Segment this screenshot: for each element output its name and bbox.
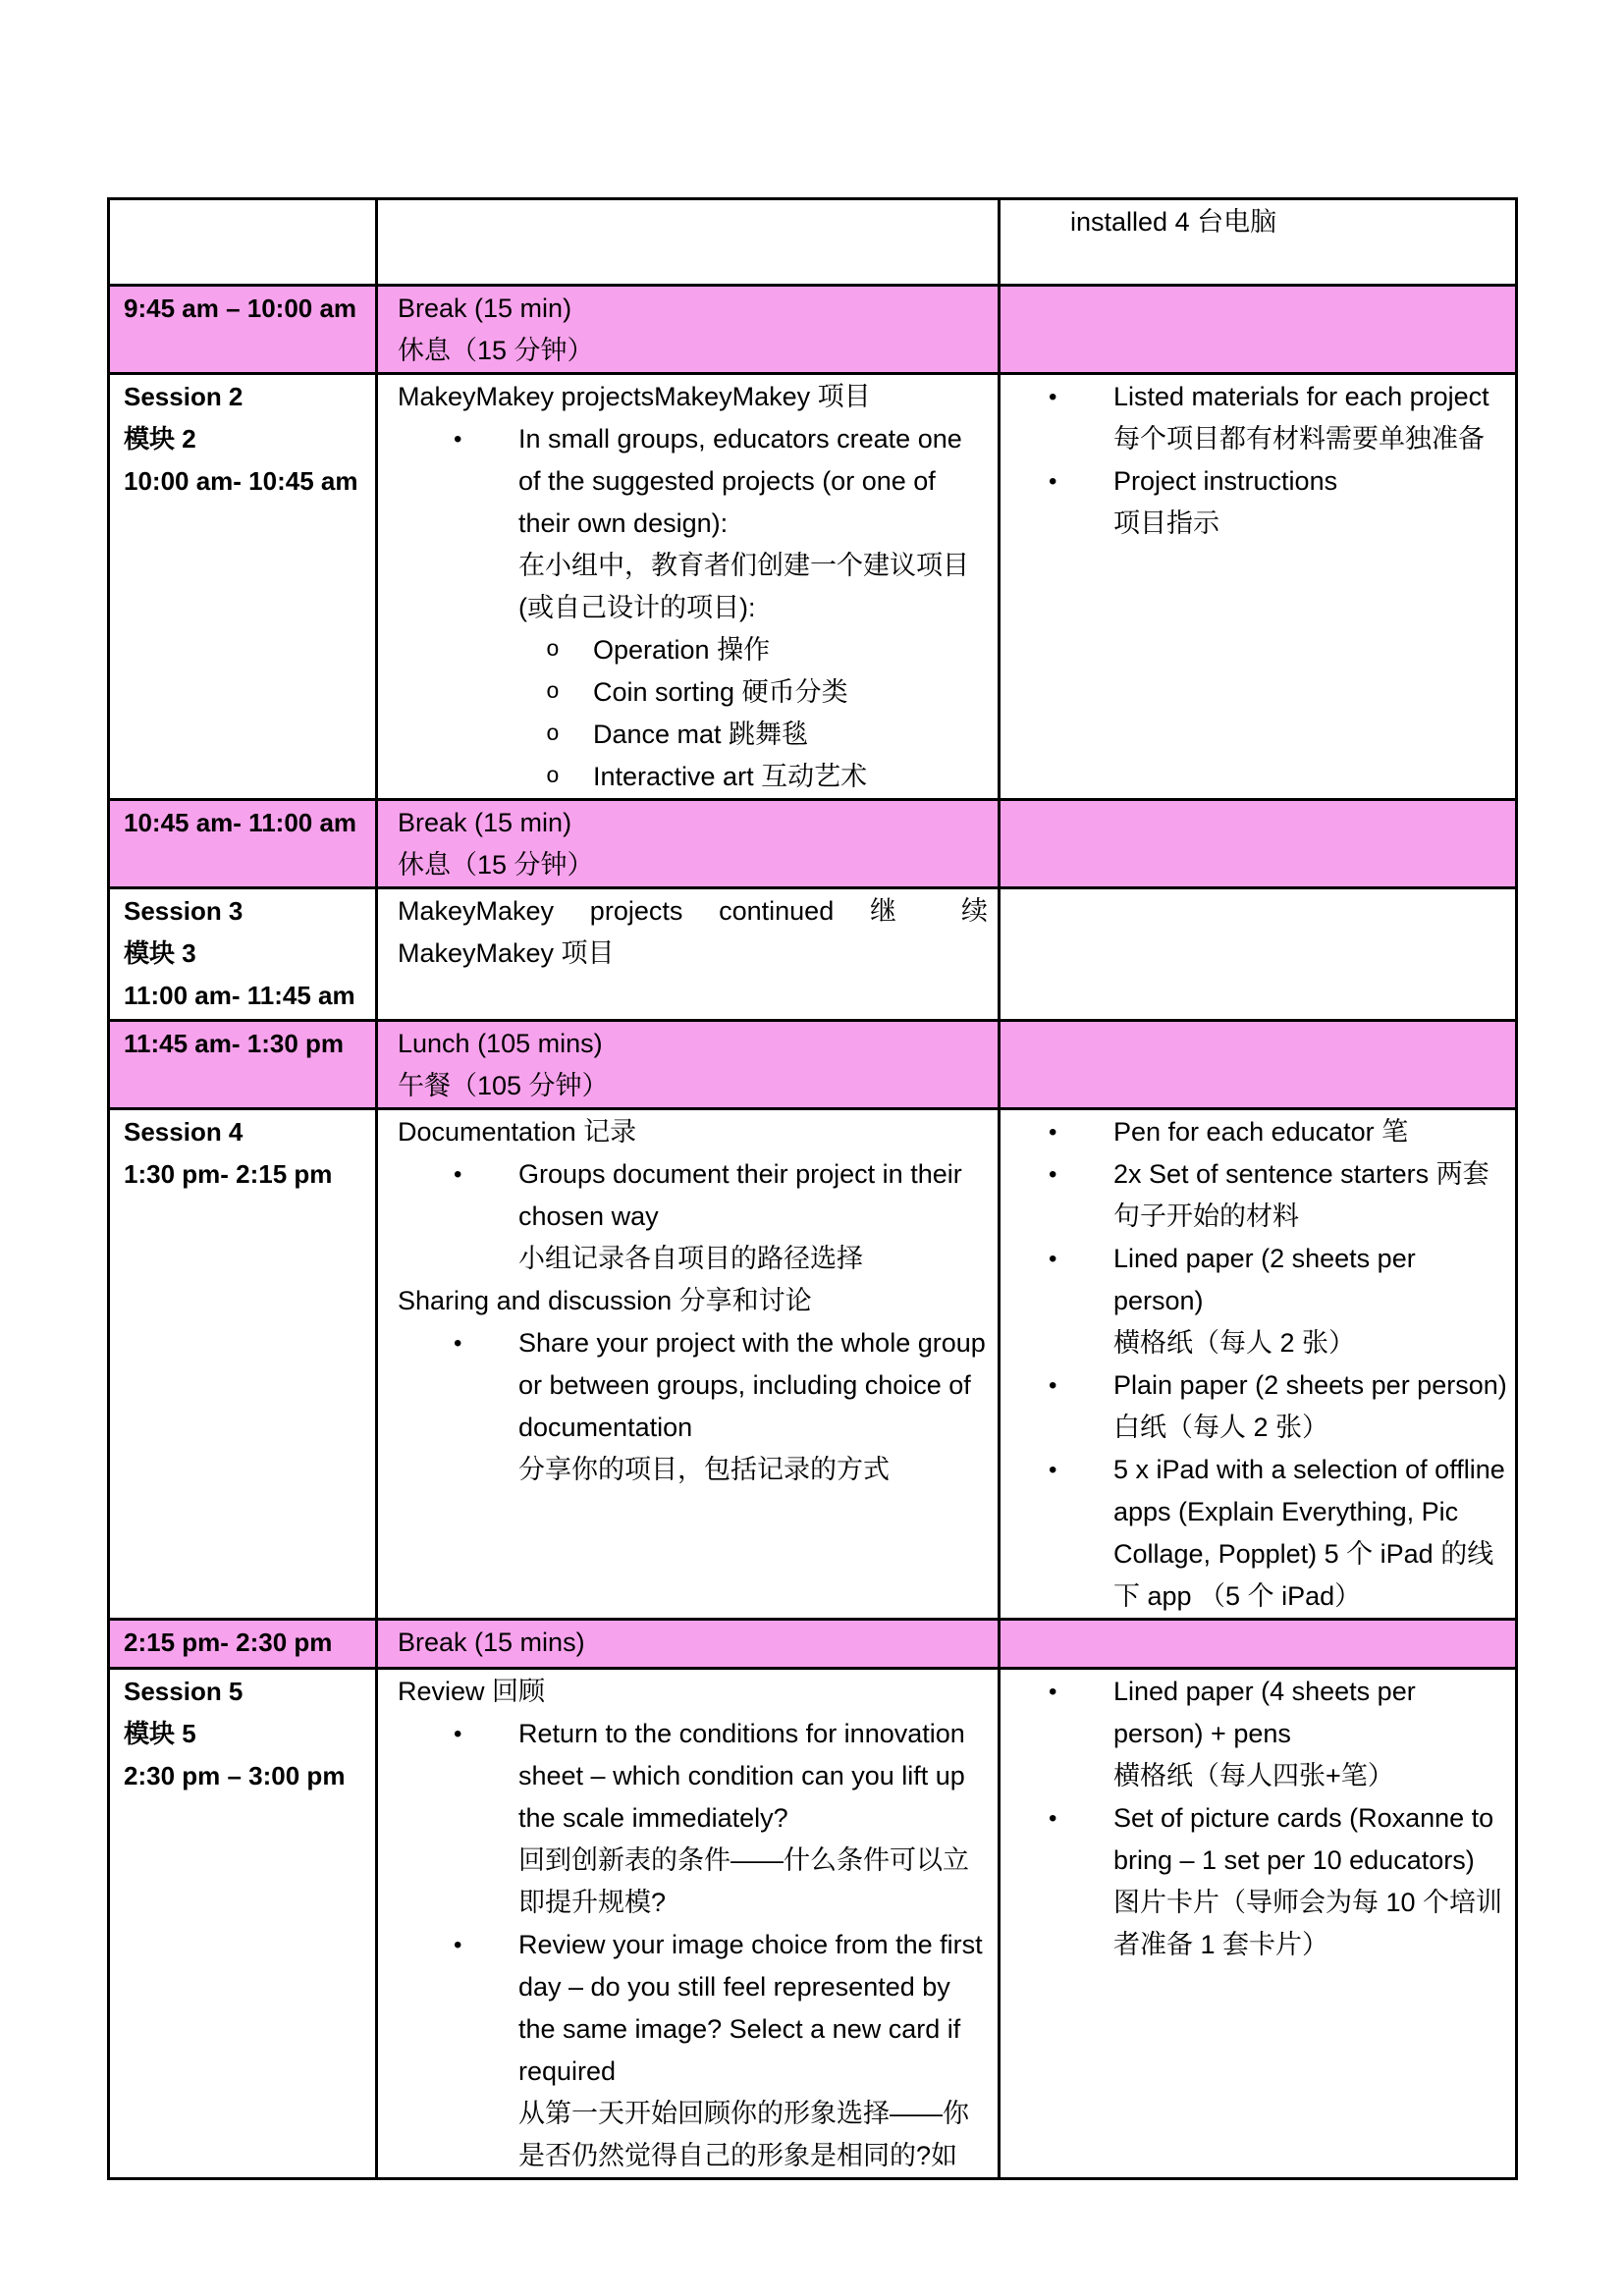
table-row-session-2 xyxy=(109,374,1517,800)
bullet-icon: • xyxy=(1049,1161,1057,1188)
materials-cell-empty xyxy=(1000,1021,1517,1109)
time-range: 1:30 pm- 2:15 pm xyxy=(124,1159,333,1189)
time-range: 2:30 pm – 3:00 pm xyxy=(124,1761,346,1790)
list-item xyxy=(398,418,990,629)
session-label: Session 5 xyxy=(124,1677,244,1706)
list-item-text: Plain paper (2 sheets per person) 白纸（每人 2 张） xyxy=(1113,1370,1507,1442)
bullet-icon: • xyxy=(454,1932,462,1958)
materials-cell-empty xyxy=(1000,1620,1517,1669)
list-item-text: Return to the conditions for innovation sheet – which condition can you lift up the scale immediately? 回到创新表的条件——什么条件可以立即提升规模? xyxy=(518,1719,969,1917)
time-range: 9:45 am – 10:00 am xyxy=(124,294,357,323)
list-item xyxy=(398,1924,990,2177)
list-item xyxy=(398,1153,990,1280)
list-item xyxy=(398,671,990,714)
list-item-text: Set of picture cards (Roxanne to bring – 1 set per 10 educators) 图片卡片（导师会为每 10 个培训者准备 1 套卡片） xyxy=(1113,1803,1503,1959)
materials-cell xyxy=(1000,1109,1517,1620)
materials-cell xyxy=(1000,1669,1517,2179)
time-cell xyxy=(109,1669,377,2179)
materials-cell-continued xyxy=(1000,199,1517,286)
bullet-icon: • xyxy=(1049,1246,1057,1272)
materials-cell xyxy=(1000,374,1517,800)
list-item-text: Lined paper (2 sheets per person) 横格纸（每人 2 张） xyxy=(1113,1244,1416,1358)
bullet-icon: • xyxy=(1049,1457,1057,1483)
list-item-text: Review your image choice from the first day – do you still feel represented by the same image? Select a new card if required 从第一天开始回顾你的形象选择——你是否仍然觉得自己的形象是相同的?如 xyxy=(518,1930,983,2170)
activity-title: Sharing and discussion 分享和讨论 xyxy=(398,1286,812,1315)
bullet-icon: • xyxy=(454,426,462,453)
table-row-break-3 xyxy=(109,1620,1517,1669)
break-description-cell xyxy=(377,1620,1000,1669)
time-cell-empty xyxy=(109,199,377,286)
lunch-label-zh: 午餐（105 分钟） xyxy=(398,1071,609,1100)
list-item xyxy=(398,1713,990,1924)
table-row-break-1 xyxy=(109,286,1517,374)
description-cell xyxy=(377,888,1000,1021)
table-row-lunch xyxy=(109,1021,1517,1109)
break-label: Break (15 min) xyxy=(398,808,572,837)
circle-bullet-icon: o xyxy=(546,637,560,663)
materials-cell-empty xyxy=(1000,800,1517,888)
session-label: Session 2 xyxy=(124,382,244,411)
bullet-icon: • xyxy=(454,1721,462,1747)
list-item xyxy=(398,629,990,671)
materials-cell-empty xyxy=(1000,888,1517,1021)
schedule-table xyxy=(107,197,1518,2180)
list-item xyxy=(1001,460,1507,545)
list-item xyxy=(1001,1797,1507,1966)
list-item-text: Listed materials for each project 每个项目都有材料需要单独准备 xyxy=(1113,382,1489,454)
activity-title: MakeyMakey projects continued 继 续 xyxy=(398,896,988,926)
list-item-text: 2x Set of sentence starters 两套句子开始的材料 xyxy=(1113,1159,1489,1231)
bullet-icon: • xyxy=(1049,1119,1057,1146)
time-cell xyxy=(109,1021,377,1109)
break-label: Break (15 min) xyxy=(398,294,572,323)
list-item xyxy=(398,1322,990,1491)
table-row-continued xyxy=(109,199,1517,286)
description-cell xyxy=(377,374,1000,800)
table-row-break-2 xyxy=(109,800,1517,888)
time-cell xyxy=(109,888,377,1021)
session-label-zh: 模块 5 xyxy=(124,1719,196,1748)
list-item-text: Pen for each educator 笔 xyxy=(1113,1117,1409,1147)
list-item-text: Lined paper (4 sheets per person) + pens 横格纸（每人四张+笔） xyxy=(1113,1677,1416,1790)
break-description-cell xyxy=(377,286,1000,374)
list-item-text: Groups document their project in their chosen way 小组记录各自项目的路径选择 xyxy=(518,1159,962,1273)
description-cell xyxy=(377,1109,1000,1620)
table-row-session-3 xyxy=(109,888,1517,1021)
list-item xyxy=(1001,376,1507,460)
description-cell-empty xyxy=(377,199,1000,286)
time-cell xyxy=(109,286,377,374)
list-item xyxy=(1001,1153,1507,1238)
list-item-text: Coin sorting 硬币分类 xyxy=(593,677,848,707)
list-item-text: Share your project with the whole group or between groups, including choice of documentation 分享你的项目，包括记录的方式 xyxy=(518,1328,986,1484)
session-label: Session 4 xyxy=(124,1117,244,1147)
description-cell xyxy=(377,1669,1000,2179)
list-item xyxy=(1001,1238,1507,1364)
lunch-label: Lunch (105 mins) xyxy=(398,1029,603,1058)
break-description-cell xyxy=(377,1021,1000,1109)
bullet-icon: • xyxy=(1049,384,1057,410)
time-cell xyxy=(109,1109,377,1620)
time-cell xyxy=(109,1620,377,1669)
circle-bullet-icon: o xyxy=(546,764,560,789)
list-item-text: Project instructions 项目指示 xyxy=(1113,466,1338,538)
materials-cell-empty xyxy=(1000,286,1517,374)
bullet-icon: • xyxy=(1049,468,1057,495)
bullet-icon: • xyxy=(1049,1679,1057,1705)
break-label-zh: 休息（15 分钟） xyxy=(398,336,594,365)
circle-bullet-icon: o xyxy=(546,679,560,705)
table-row-session-4 xyxy=(109,1109,1517,1620)
list-item xyxy=(1001,1671,1507,1797)
table-row-session-5 xyxy=(109,1669,1517,2179)
session-label-zh: 模块 3 xyxy=(124,938,196,968)
time-cell xyxy=(109,374,377,800)
time-range: 10:00 am- 10:45 am xyxy=(124,466,358,496)
list-item xyxy=(1001,1364,1507,1449)
break-label-zh: 休息（15 分钟） xyxy=(398,850,594,880)
bullet-icon: • xyxy=(454,1161,462,1188)
bullet-icon: • xyxy=(454,1330,462,1357)
activity-title-zh: MakeyMakey 项目 xyxy=(398,938,615,968)
bullet-icon: • xyxy=(1049,1805,1057,1832)
break-description-cell xyxy=(377,800,1000,888)
time-range: 10:45 am- 11:00 am xyxy=(124,808,357,837)
time-range: 11:45 am- 1:30 pm xyxy=(124,1029,345,1058)
time-range: 2:15 pm- 2:30 pm xyxy=(124,1628,333,1657)
list-item-text: In small groups, educators create one of the suggested projects (or one of their own design): 在小组中，教育者们创建一个建议项目 (或自己设计的项目): xyxy=(518,424,969,622)
list-item xyxy=(1001,1449,1507,1618)
list-item xyxy=(398,714,990,756)
list-item-text: Dance mat 跳舞毯 xyxy=(593,720,809,749)
list-item xyxy=(1001,1111,1507,1153)
time-cell xyxy=(109,800,377,888)
time-range: 11:00 am- 11:45 am xyxy=(124,981,355,1010)
continued-text: installed 4 台电脑 xyxy=(1070,207,1277,237)
break-label: Break (15 mins) xyxy=(398,1628,585,1657)
activity-title: MakeyMakey projectsMakeyMakey 项目 xyxy=(398,382,871,411)
list-item-text: Interactive art 互动艺术 xyxy=(593,762,868,791)
activity-title: Documentation 记录 xyxy=(398,1117,637,1147)
list-item-text: Operation 操作 xyxy=(593,635,771,665)
session-label: Session 3 xyxy=(124,896,244,926)
activity-title: Review 回顾 xyxy=(398,1677,546,1706)
session-label-zh: 模块 2 xyxy=(124,424,196,454)
list-item xyxy=(398,756,990,798)
circle-bullet-icon: o xyxy=(546,721,560,747)
list-item-text: 5 x iPad with a selection of offline apps (Explain Everything, Pic Collage, Popplet) 5 个 iPad 的线下 app （5 个 iPad） xyxy=(1113,1455,1505,1611)
bullet-icon: • xyxy=(1049,1372,1057,1399)
